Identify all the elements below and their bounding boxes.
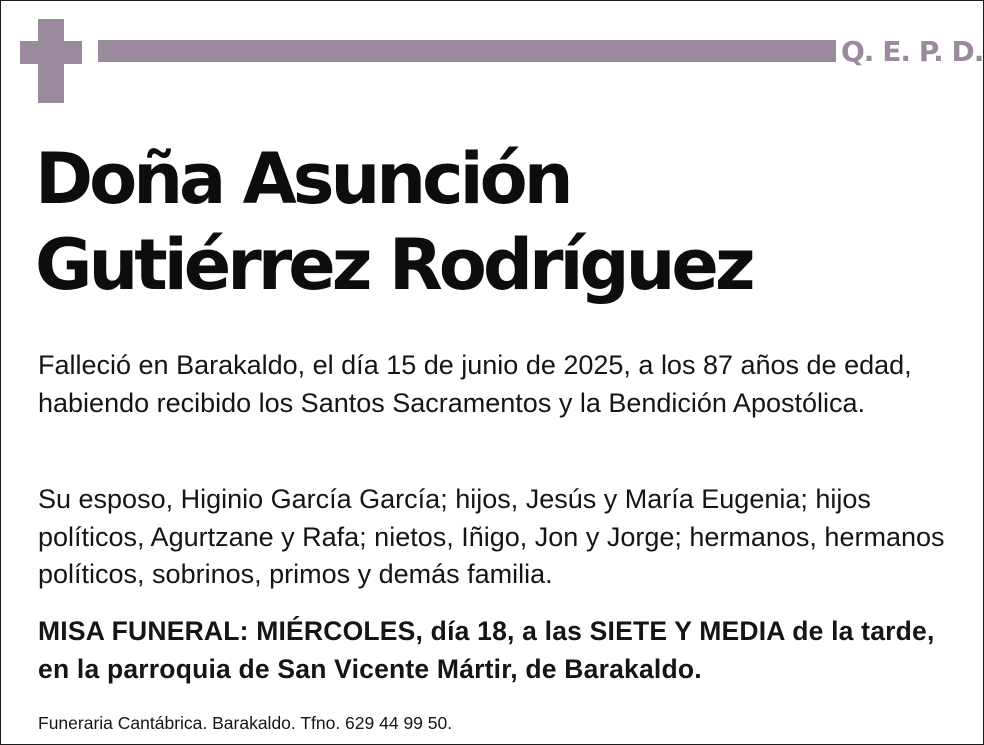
deceased-name xyxy=(35,136,965,308)
qepd-label: Q. E. P. D. xyxy=(841,35,984,68)
deceased-name-line-1: Doña Asunción xyxy=(35,138,570,220)
funeral-mass-paragraph: MISA FUNERAL: MIÉRCOLES, día 18, a las SIETE Y MEDIA de la tarde, en la parroquia de San Vicente Mártir, de Barakaldo. xyxy=(38,616,935,684)
family-paragraph: Su esposo, Higinio García García; hijos, Jesús y María Eugenia; hijos políticos, Agurtzane y Rafa; nietos, Iñigo, Jon y Jorge; hermanos, hermanos políticos, sobrinos, primos y demás familia. xyxy=(38,484,945,589)
death-notice-paragraph: Falleció en Barakaldo, el día 15 de junio de 2025, a los 87 años de edad, habiendo recibido los Santos Sacramentos y la Bendición Apostólica. xyxy=(38,350,912,418)
cross-horizontal-bar xyxy=(20,41,82,64)
header-divider-bar xyxy=(98,40,836,62)
deceased-name-line-2: Gutiérrez Rodríguez xyxy=(35,224,752,306)
funeral-home-footer: Funeraria Cantábrica. Barakaldo. Tfno. 629 44 99 50. xyxy=(38,713,453,733)
